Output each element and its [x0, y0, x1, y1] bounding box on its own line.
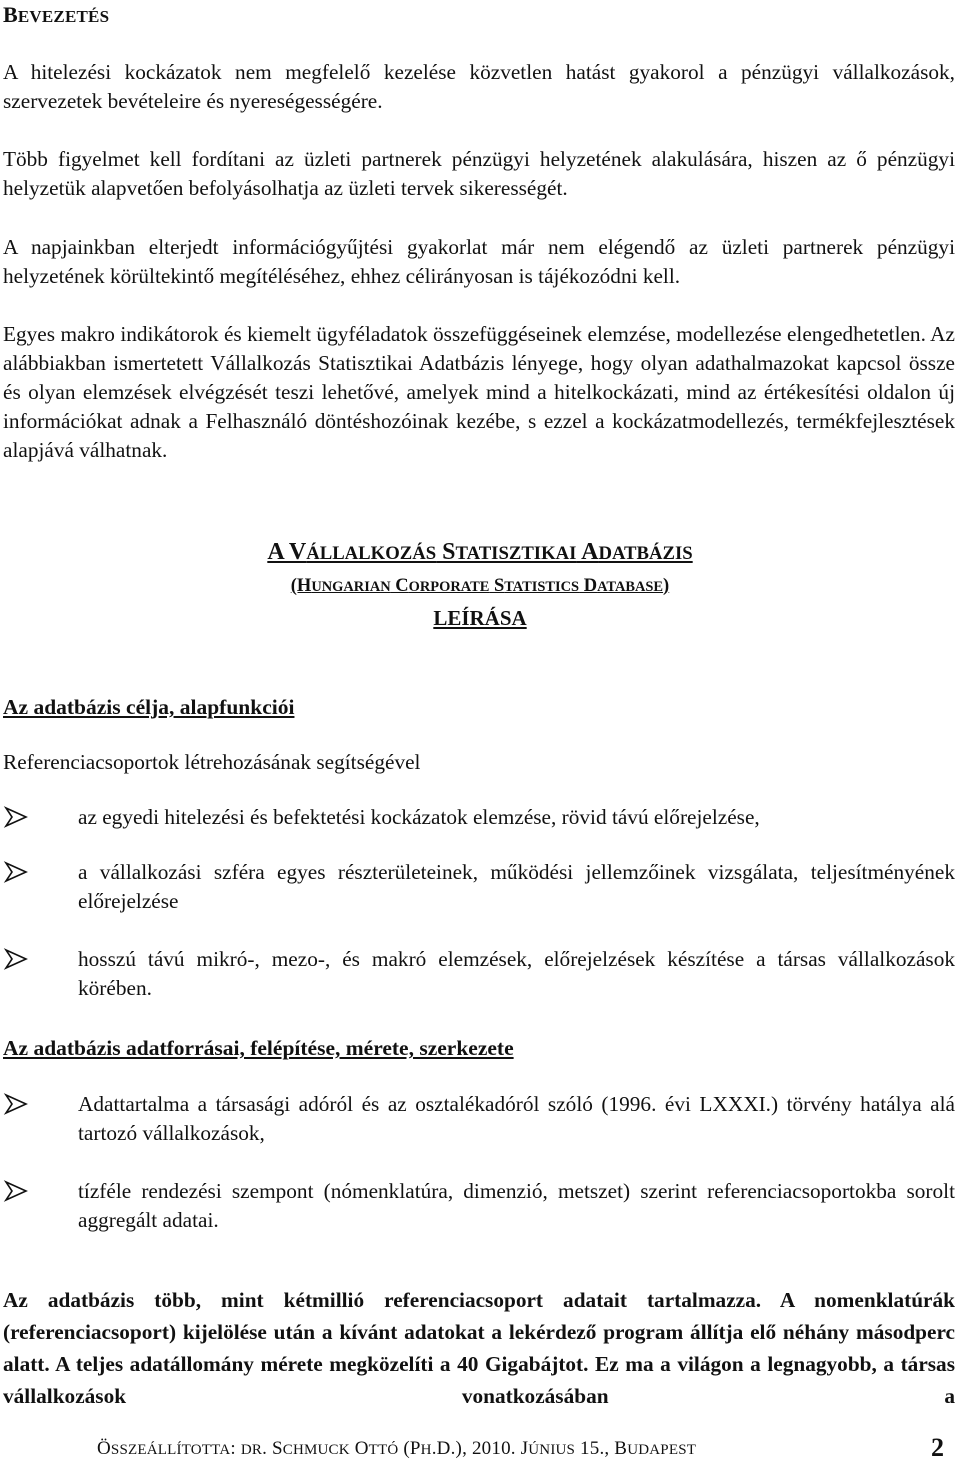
section2-bullet — [3, 1177, 955, 1235]
arrowhead-bullet-icon — [3, 806, 29, 828]
heading-initial: B — [3, 2, 18, 27]
section1-intro: Referenciacsoportok létrehozásának segítségével — [3, 750, 421, 774]
section1-bullet — [3, 858, 955, 916]
document-subtitle: (HUNGARIAN CORPORATE STATISTICS DATABASE) — [290, 576, 670, 596]
arrowhead-bullet-icon — [3, 1093, 29, 1115]
bold-summary-paragraph: Az adatbázis több, mint kétmillió referenciacsoport adatait tartalmazza. A nomenklatúrák (referenciacsoport) kijelölése után a kívánt adatokat a lekérdező program állítja elő néhány másodperc alatt. A teljes adatállomány mérete megközelíti a 40 Gigabájtot. Ez ma a világon a legnagyobb, a társas vállalkozások vonatkozásában a — [3, 1288, 955, 1409]
bullet-text: hosszú távú mikró-, mezo-, és makró elemzések, előrejelzések készítése a társas vállalkozások körében. — [78, 947, 955, 1000]
section2-heading: Az adatbázis adatforrásai, felépítése, mérete, szerkezete — [3, 1036, 514, 1060]
arrowhead-bullet-icon — [3, 948, 29, 970]
arrowhead-bullet-icon — [3, 861, 29, 883]
section1-bullet — [3, 803, 955, 832]
paragraph-4: Egyes makro indikátorok és kiemelt ügyféladatok összefüggéseinek elemzése, modellezése elengedhetetlen. Az alábbiakban ismertetett Vállalkozás Statisztikai Adatbázis lényege, hogy olyan adathalmazokat kapcsol össze és olyan elemzések elvégzését teszi lehetővé, amelyek mind a hitelkockázati, mind az értékesítési oldalon új információkat adnak a Felhasználó döntéshozóinak kezébe, s ezzel a kockázatmodellezés, termékfejlesztések alapjává válhatnak. — [3, 322, 955, 462]
document-title-line3: LEÍRÁSA — [433, 606, 527, 630]
paragraph-1: A hitelezési kockázatok nem megfelelő kezelése közvetlen hatást gyakorol a pénzügyi vállalkozások, szervezetek bevételeire és nyereségességére. — [3, 60, 955, 113]
section1-bullet — [3, 945, 955, 1003]
page-footer: ÖSSZEÁLLÍTOTTA: DR. SCHMUCK OTTÓ (PH.D.), 2010. JÚNIUS 15., BUDAPEST — [97, 1438, 697, 1459]
page-number: 2 — [931, 1433, 944, 1462]
heading-rest: EVEZETÉS — [17, 7, 110, 26]
document-title: A VÁLLALKOZÁS STATISZTIKAI ADATBÁZIS — [267, 539, 693, 565]
paragraph-3: A napjainkban elterjedt információgyűjtési gyakorlat már nem elégendő az üzleti partnerek pénzügyi helyzetének körültekintő megítéléséhez, ehhez célirányosan is tájékozódni kell. — [3, 235, 955, 288]
section1-heading: Az adatbázis célja, alapfunkciói — [3, 695, 295, 719]
arrowhead-bullet-icon — [3, 1180, 29, 1202]
bullet-text: az egyedi hitelezési és befektetési kockázatok elemzése, rövid távú előrejelzése, — [78, 805, 760, 829]
section2-bullet — [3, 1090, 955, 1148]
paragraph-2: Több figyelmet kell fordítani az üzleti partnerek pénzügyi helyzetének alakulására, hiszen az ő pénzügyi helyzetük alapvetően befolyásolhatja az üzleti tervek sikerességét. — [3, 147, 955, 200]
bullet-text: tízféle rendezési szempont (nómenklatúra, dimenzió, metszet) szerint referenciacsoportokba sorolt aggregált adatai. — [78, 1179, 955, 1232]
bullet-text: Adattartalma a társasági adóról és az osztalékadóról szóló (1996. évi LXXXI.) törvény hatálya alá tartozó vállalkozások, — [78, 1092, 955, 1145]
bullet-text: a vállalkozási szféra egyes részterületeinek, működési jellemzőinek vizsgálata, teljesítményének előrejelzése — [78, 860, 955, 913]
section-heading-bevezetes — [3, 2, 109, 28]
